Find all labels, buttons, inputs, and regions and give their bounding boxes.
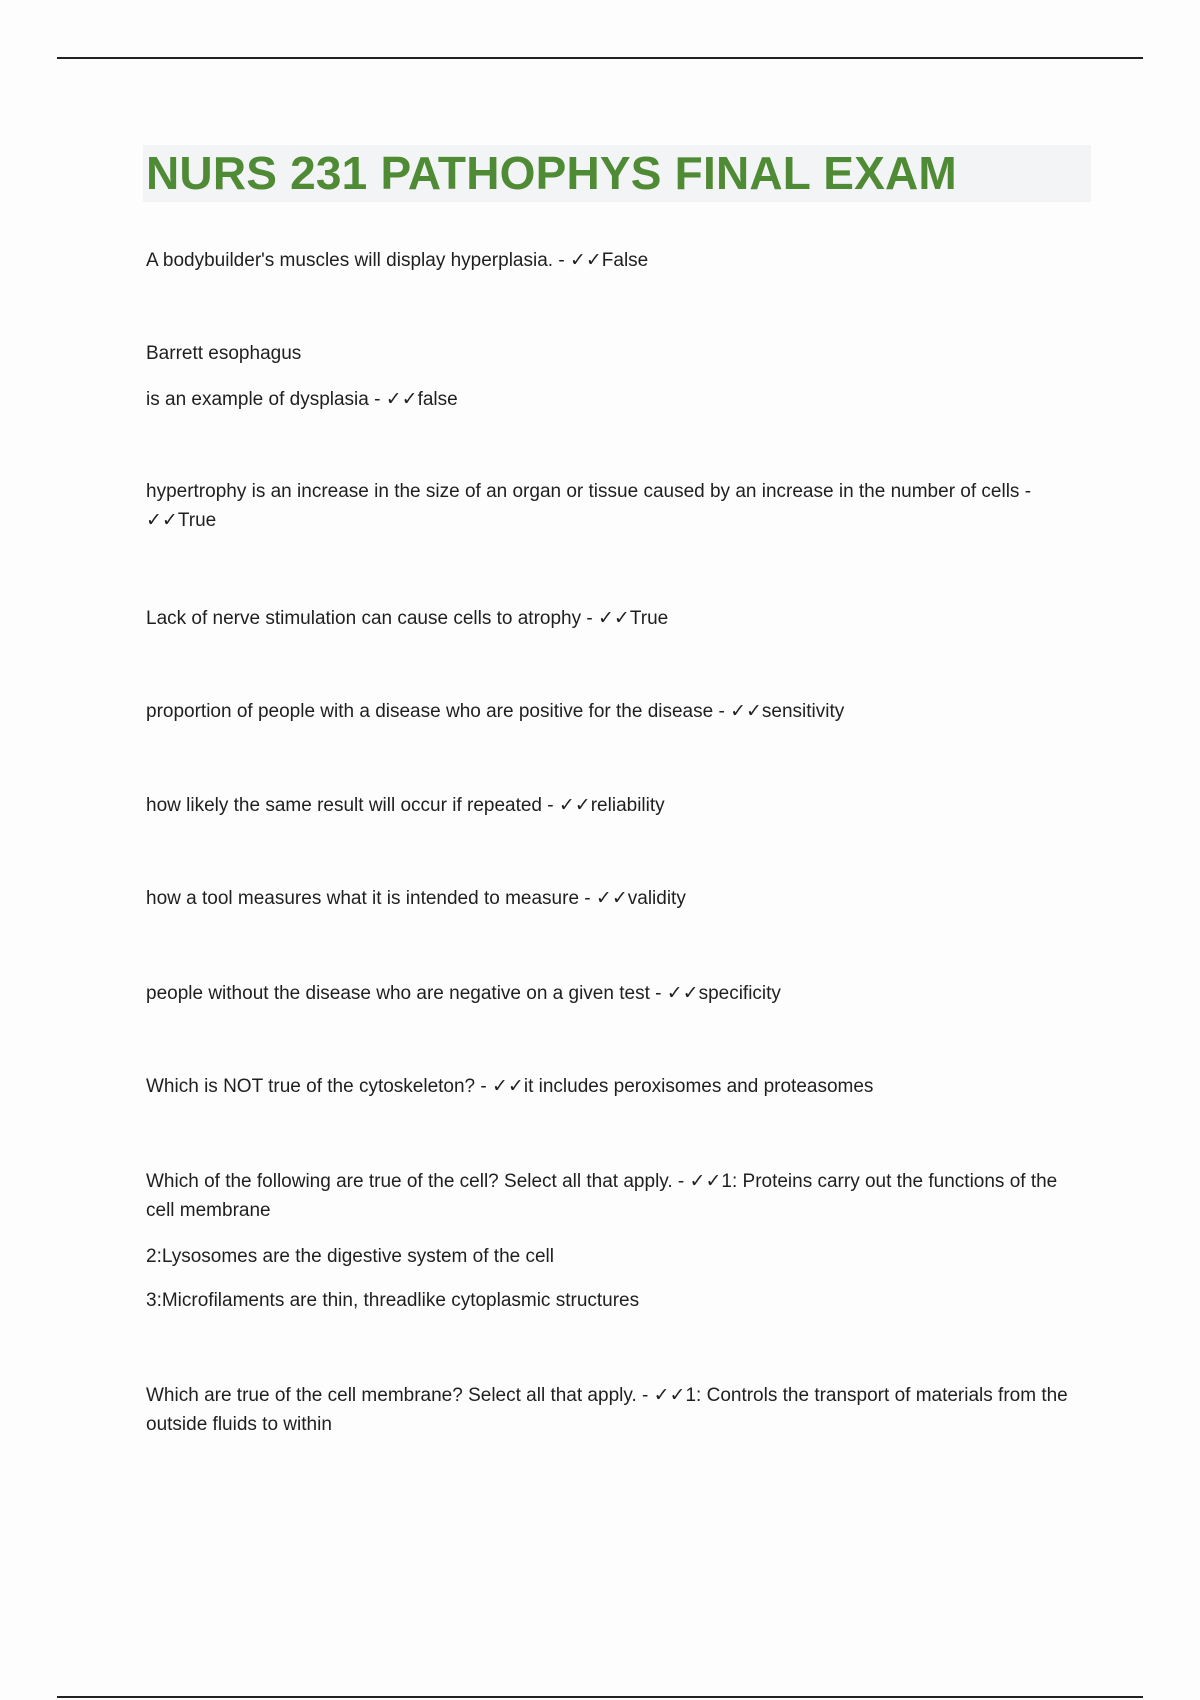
answer-text: True	[629, 608, 669, 629]
question-text: Lack of nerve stimulation can cause cells to atrophy -	[146, 608, 599, 629]
answer-text: specificity	[698, 983, 781, 1004]
bottom-rule	[57, 1696, 1143, 1698]
question-text: Which are true of the cell membrane? Select all that apply. -	[146, 1385, 654, 1406]
question-text: hypertrophy is an increase in the size of an organ or tissue caused by an increase in the number of cells -	[146, 481, 1032, 502]
question-text: how likely the same result will occur if repeated -	[146, 795, 559, 816]
question-text: proportion of people with a disease who are positive for the disease -	[146, 701, 731, 722]
qa-line-7	[146, 790, 1086, 822]
check-mark-icon: ✓✓	[385, 389, 418, 410]
answer-text: False	[601, 250, 649, 271]
question-text: 3:Microfilaments are thin, threadlike cytoplasmic structures	[146, 1290, 640, 1311]
answer-text: it includes peroxisomes and proteasomes	[523, 1076, 874, 1097]
check-mark-icon: ✓✓	[558, 795, 591, 816]
answer-text: 1: Controls the transport of materials from the outside fluids to within	[146, 1385, 1068, 1435]
check-mark-icon: ✓✓	[492, 1076, 524, 1097]
check-mark-icon: ✓✓	[146, 510, 178, 531]
question-text: Which is NOT true of the cytoskeleton? -	[146, 1076, 493, 1097]
check-mark-icon: ✓✓	[730, 701, 762, 722]
answer-text: false	[417, 389, 458, 410]
answer-text: reliability	[590, 795, 665, 816]
question-text: 2:Lysosomes are the digestive system of the cell	[146, 1246, 554, 1267]
qa-line-9	[146, 978, 1086, 1010]
question-text: Which of the following are true of the cell? Select all that apply. -	[146, 1171, 690, 1192]
question-text: is an example of dysplasia -	[146, 389, 386, 410]
check-mark-icon: ✓✓	[689, 1171, 722, 1192]
qa-line-14	[146, 1381, 1086, 1439]
check-mark-icon: ✓✓	[569, 250, 602, 271]
qa-line-12	[146, 1241, 1086, 1273]
qa-line-1	[146, 245, 1086, 277]
check-mark-icon: ✓✓	[598, 608, 630, 629]
page-title: NURS 231 PATHOPHYS FINAL EXAM	[146, 147, 957, 199]
qa-line-8	[146, 883, 1086, 915]
qa-line-5	[146, 603, 1086, 635]
question-text: A bodybuilder's muscles will display hyperplasia. -	[146, 250, 570, 271]
qa-line-11	[146, 1167, 1086, 1225]
top-rule	[57, 57, 1143, 59]
answer-text: True	[177, 510, 217, 531]
qa-line-4	[146, 477, 1086, 535]
question-text: how a tool measures what it is intended to measure -	[146, 888, 596, 909]
check-mark-icon: ✓✓	[595, 888, 628, 909]
check-mark-icon: ✓✓	[653, 1385, 686, 1406]
qa-line-2	[146, 338, 1086, 370]
qa-line-10	[146, 1071, 1086, 1103]
question-text: Barrett esophagus	[146, 343, 302, 364]
question-text: people without the disease who are negative on a given test -	[146, 983, 667, 1004]
qa-line-13	[146, 1285, 1086, 1317]
check-mark-icon: ✓✓	[666, 983, 699, 1004]
answer-text: 1: Proteins carry out the functions of the cell membrane	[146, 1171, 1058, 1221]
qa-line-6	[146, 696, 1086, 728]
qa-line-3	[146, 384, 1086, 416]
answer-text: validity	[627, 888, 686, 909]
answer-text: sensitivity	[761, 701, 845, 722]
